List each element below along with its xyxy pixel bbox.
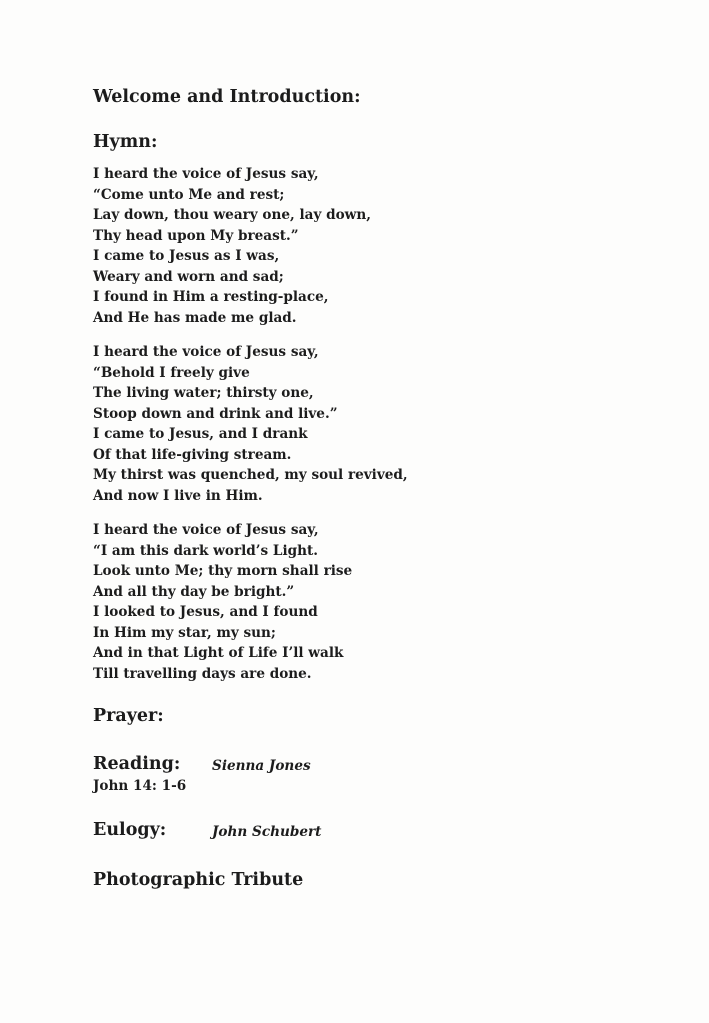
verse-line: And all thy day be bright.” xyxy=(93,583,295,600)
hymn-verse-2 xyxy=(93,342,408,506)
verse-line: Lay down, thou weary one, lay down, xyxy=(93,207,371,223)
verse-line: Till travelling days are done. xyxy=(93,665,312,682)
verse-line: “Come unto Me and rest; xyxy=(93,186,285,203)
verse-line: Stoop down and drink and live.” xyxy=(93,405,338,422)
verse-line: “I am this dark world’s Light. xyxy=(93,542,319,559)
verse-line: I heard the voice of Jesus say, xyxy=(93,522,319,538)
reading-reference: John 14: 1-6 xyxy=(93,778,187,794)
reading-heading: Reading: xyxy=(93,754,181,774)
verse-line: I found in Him a resting-place, xyxy=(93,289,329,305)
tribute-heading: Photographic Tribute xyxy=(93,870,304,890)
verse-line: I looked to Jesus, and I found xyxy=(93,604,318,620)
verse-line: Weary and worn and sad; xyxy=(93,268,284,285)
verse-line: And in that Light of Life I’ll walk xyxy=(93,645,344,661)
prayer-heading: Prayer: xyxy=(93,706,164,726)
verse-line: Of that life-giving stream. xyxy=(93,446,292,463)
verse-line: I heard the voice of Jesus say, xyxy=(93,166,319,182)
welcome-heading: Welcome and Introduction: xyxy=(93,87,361,107)
verse-line: I came to Jesus as I was, xyxy=(93,248,280,264)
hymn-verse-3 xyxy=(93,520,352,684)
reading-person: Sienna Jones xyxy=(212,758,311,774)
eulogy-person: John Schubert xyxy=(212,824,322,840)
hymn-verse-1 xyxy=(93,164,371,328)
eulogy-heading: Eulogy: xyxy=(93,820,167,840)
hymn-heading: Hymn: xyxy=(93,132,158,152)
verse-line: In Him my star, my sun; xyxy=(93,624,276,641)
verse-line: Thy head upon My breast.” xyxy=(93,227,299,244)
verse-line: “Behold I freely give xyxy=(93,364,250,381)
verse-line: My thirst was quenched, my soul revived, xyxy=(93,467,408,483)
verse-line: I heard the voice of Jesus say, xyxy=(93,344,319,360)
verse-line: I came to Jesus, and I drank xyxy=(93,426,308,442)
verse-line: And now I live in Him. xyxy=(93,487,263,504)
verse-line: The living water; thirsty one, xyxy=(93,385,314,401)
verse-line: Look unto Me; thy morn shall rise xyxy=(93,563,353,579)
verse-line: And He has made me glad. xyxy=(93,309,297,326)
